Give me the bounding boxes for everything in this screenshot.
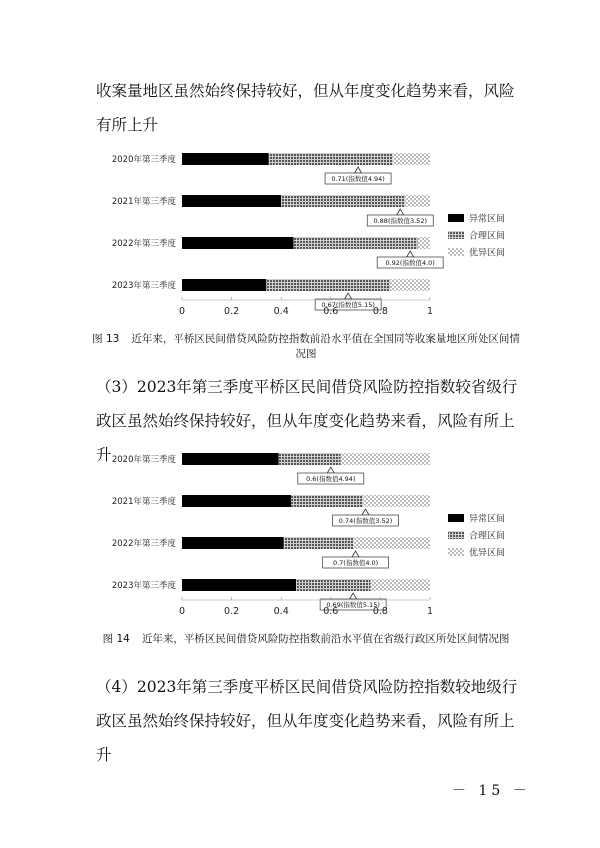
annotation-label: 0.92(指数值4.0) [385,259,435,268]
x-tick-label: 0.4 [273,606,289,617]
x-tick-label: 0.8 [372,606,388,617]
bar-segment-abnormal [182,237,294,249]
bar-segment-excellent [353,537,430,549]
bar-segment-excellent [418,237,430,249]
marker-triangle [345,293,352,299]
annotation-label: 0.69(指数值5.15) [326,601,380,610]
x-tick-label: 0.2 [224,306,240,317]
marker-triangle [397,209,404,215]
x-tick-label: 0.8 [372,306,388,317]
x-tick-label: 1 [426,606,434,617]
marker-triangle [355,167,362,173]
marker-triangle [362,509,369,515]
bar-segment-reasonable [269,153,393,165]
figure-caption-14 [90,632,522,647]
paragraph-section-3: （3）2023年第三季度平桥区民间借贷风险防控指数较省级行政区虽然始终保持较好，但从年度变化趋势来看，风险有所上升 [96,378,518,464]
legend-swatch [448,514,464,522]
bar-segment-abnormal [182,495,291,507]
x-tick-label: 0.6 [323,306,339,317]
bar-segment-abnormal [182,195,281,207]
legend-swatch [448,548,464,556]
bar-segment-reasonable [266,279,390,291]
annotation-label: 0.7(指数值4.0) [332,559,379,568]
chart-fig14 [96,448,536,632]
bar-segment-reasonable [296,579,370,591]
paragraph-continuation: 收案量地区虽然始终保持较好，但从年度变化趋势来看，风险有所上升 [96,82,515,134]
bar-segment-abnormal [182,279,266,291]
bar-segment-excellent [341,453,430,465]
legend-label: 异常区间 [469,214,506,225]
x-tick-label: 1 [426,306,434,317]
bar-segment-abnormal [182,537,284,549]
bar-segment-excellent [363,495,430,507]
caption-13-number: 图 13 [92,333,120,345]
bar-segment-excellent [390,279,430,291]
legend-label: 优异区间 [469,548,506,559]
x-tick-label: 0 [178,606,186,617]
legend-label: 合理区间 [469,531,506,542]
category-label: 2023年第三季度 [111,581,176,591]
caption-13-text: 近年来，平桥区民间借贷风险防控指数前沿水平值在全国同等收案量地区所处区间情况图 [131,333,520,360]
x-tick-label: 0.2 [224,606,240,617]
bar-segment-abnormal [182,453,279,465]
legend-label: 优异区间 [469,248,506,259]
page-number: － 15 － [452,783,531,799]
category-label: 2020年第三季度 [111,455,176,465]
bar-segment-excellent [393,153,430,165]
category-label: 2022年第三季度 [111,239,176,249]
legend-swatch [448,531,464,539]
bar-segment-excellent [405,195,430,207]
legend-label: 异常区间 [469,514,506,525]
bar-segment-reasonable [281,195,405,207]
legend-swatch [448,248,464,256]
bar-segment-reasonable [294,237,418,249]
x-tick-label: 0.6 [323,606,339,617]
chart-fig13 [96,148,536,332]
bar-segment-reasonable [291,495,363,507]
category-label: 2021年第三季度 [111,197,176,207]
marker-triangle [327,467,334,473]
legend-swatch [448,231,464,239]
legend-label: 合理区间 [469,231,506,242]
marker-triangle [407,251,414,257]
chart-fig13-svg [96,148,536,328]
caption-14-number: 图 14 [102,633,130,645]
bar-segment-reasonable [284,537,353,549]
bar-segment-abnormal [182,153,269,165]
marker-triangle [352,551,359,557]
annotation-label: 0.6(指数值4.94) [306,475,356,484]
x-tick-label: 0.4 [273,306,289,317]
caption-14-text: 近年来，平桥区民间借贷风险防控指数前沿水平值在省级行政区所处区间情况图 [141,633,510,645]
legend-swatch [448,214,464,222]
marker-triangle [350,593,357,599]
chart-fig14-svg [96,448,536,628]
annotation-label: 0.71(指数值4.94) [331,175,385,184]
category-label: 2020年第三季度 [111,155,176,165]
annotation-label: 0.88(指数值3.52) [373,217,428,226]
figure-caption-13 [90,332,522,362]
x-tick-label: 0 [178,306,186,317]
category-label: 2022年第三季度 [111,539,176,549]
bar-segment-reasonable [279,453,341,465]
category-label: 2021年第三季度 [111,497,176,507]
bar-segment-abnormal [182,579,296,591]
annotation-label: 0.74(指数值3.52) [338,517,393,526]
category-label: 2023年第三季度 [111,281,176,291]
bar-segment-excellent [370,579,430,591]
paragraph-section-4: （4）2023年第三季度平桥区民间借贷风险防控指数较地级行政区虽然始终保持较好，但从年度变化趋势来看，风险有所上升 [96,678,518,764]
annotation-label: 0.67(指数值5.15) [321,301,375,310]
